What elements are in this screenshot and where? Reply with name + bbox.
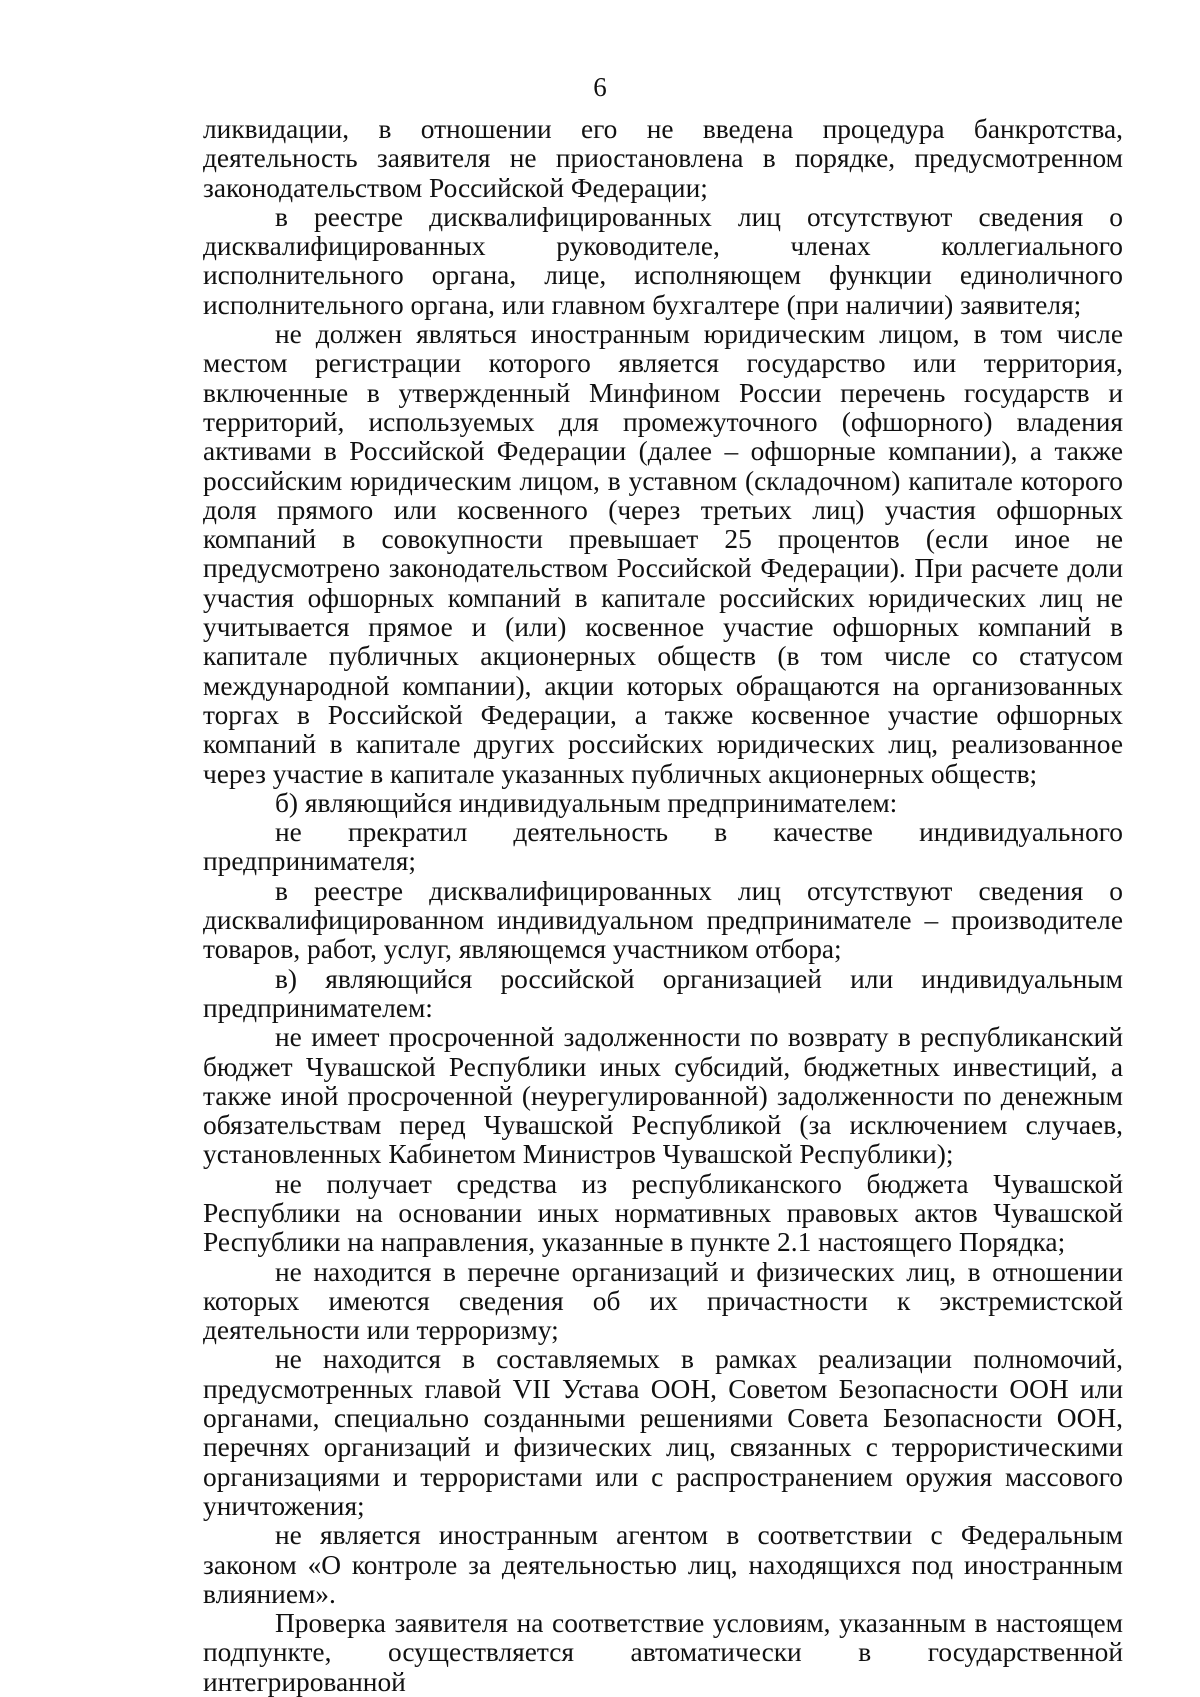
paragraph-un-lists: не находится в составляемых в рамках реализации полномочий, предусмотренных главой VII Устава ООН, Советом Безопасности ООН или органами, специально созданными решениями Совета Безопасности ООН, перечнях организаций и физических лиц, связанных с террористическими организациями и террористами или с распространением оружия массового уничтожения; xyxy=(203,1344,1123,1521)
page-number: 6 xyxy=(593,72,607,102)
paragraph-no-budget-funds: не получает средства из республиканского бюджета Чувашской Республики на основании иных нормативных правовых актов Чувашской Республики на направления, указанные в пункте 2.1 настоящего Порядка; xyxy=(203,1168,1123,1258)
paragraph-disqualified-entrepreneur: в реестре дисквалифицированных лиц отсутствуют сведения о дисквалифицированном индивидуальном предпринимателе – производителе товаров, работ, услуг, являющемся участником отбора; xyxy=(203,875,1123,965)
paragraph-liquidation-continuation: ликвидации, в отношении его не введена процедура банкротства, деятельность заявителя не приостановлена в порядке, предусмотренном законодательством Российской Федерации; xyxy=(203,114,1123,203)
paragraph-item-c-heading: в) являющийся российской организацией или индивидуальным предпринимателем: xyxy=(203,963,1123,1023)
body-text xyxy=(203,115,1123,1697)
paragraph-no-overdue-debt: не имеет просроченной задолженности по возврату в республиканский бюджет Чувашской Республики иных субсидий, бюджетных инвестиций, а также иной просроченной (неурегулированной) задолженности по денежным обязательствам перед Чувашской Республикой (за исключением случаев, установленных Кабинетом Министров Чувашской Республики); xyxy=(203,1022,1123,1170)
paragraph-item-b-heading: б) являющийся индивидуальным предпринимателем: xyxy=(275,787,898,818)
paragraph-offshore-companies: не должен являться иностранным юридическим лицом, в том числе местом регистрации которого является государство или территория, включенные в утвержденный Минфином России перечень государств и территорий, используемых для промежуточного (офшорного) владения активами в Российской Федерации (далее – офшорные компании), а также российским юридическим лицом, в уставном (складочном) капитале которого доля прямого или косвенного (через третьих лиц) участия офшорных компаний в совокупности превышает 25 процентов (если иное не предусмотрено законодательством Российской Федерации). При расчете доли участия офшорных компаний в капитале российских юридических лиц не учитывается прямое и (или) косвенное участие офшорных компаний в капитале публичных акционерных обществ (в том числе со статусом международной компании), акции которых обращаются на организованных торгах в Российской Федерации, а также косвенное участие офшорных компаний в капитале других российских юридических лиц, реализованное через участие в капитале указанных публичных акционерных обществ; xyxy=(203,319,1123,789)
paragraph-foreign-agent: не является иностранным агентом в соответствии с Федеральным законом «О контроле за деятельностью лиц, находящихся под иностранным влиянием». xyxy=(203,1520,1123,1609)
paragraph-extremism-list: не находится в перечне организаций и физических лиц, в отношении которых имеются сведения об их причастности к экстремистской деятельности или терроризму; xyxy=(203,1256,1123,1346)
paragraph-automatic-check: Проверка заявителя на соответствие условиям, указанным в настоящем подпункте, осуществляется автоматически в государственной интегрированной xyxy=(203,1608,1123,1697)
paragraph-not-terminated: не прекратил деятельность в качестве индивидуального предпринимателя; xyxy=(203,817,1123,877)
paragraph-disqualified-managers: в реестре дисквалифицированных лиц отсутствуют сведения о дисквалифицированных руководителе, членах коллегиального исполнительного органа, лице, исполняющем функции единоличного исполнительного органа, или главном бухгалтере (при наличии) заявителя; xyxy=(203,201,1123,320)
